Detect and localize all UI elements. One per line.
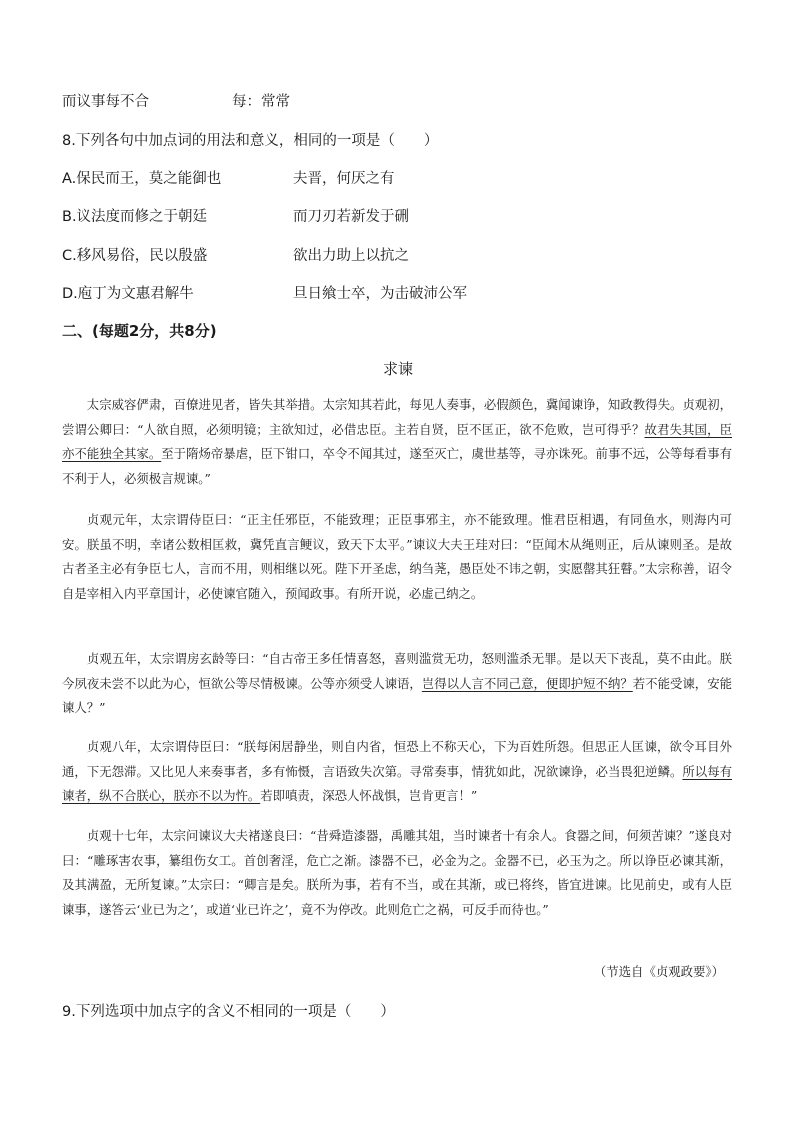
q8-option-b-right: 而刀刃若新发于硎 (293, 209, 409, 225)
q8-option-a-right: 夫晋，何厌之有 (293, 171, 395, 187)
para4-text-b: 若即嗔责，深恐人怀战惧，岂肯更言！” (260, 788, 478, 803)
q8-option-d-left: D.庖丁为文惠君解牛 (62, 286, 194, 302)
passage-paragraph-4 (62, 735, 732, 809)
para3-text-b: 若不能受谏，安能谏人？” (62, 675, 733, 715)
para2-text: 贞观元年，太宗谓侍臣曰：“正主任邪臣，不能致理；正臣事邪主，亦不能致理。惟君臣相遇，有同鱼水，则海内可安。朕虽不明，幸诸公数相匡救，冀凭直言鲠议，致天下太平。”谏议大夫王珪对曰：“臣闻木从绳则正，后从谏则圣。是故古者圣主必有争臣七人，言而不用，则相继以死。陛下开圣虑，纳刍荛，愚臣处不讳之朝，实愿罄其狂瞽。”太宗称善，诏令自是宰相入内平章国计，必使谏官随入，预闻政事。有所开说，必虚己纳之。 (62, 512, 732, 601)
top-gloss: 每：常常 (232, 94, 290, 110)
para4-text-a: 贞观八年，太宗谓侍臣曰：“朕每闲居静坐，则自内省，恒恐上不称天心，下为百姓所怨。但思正人匡谏，欲令耳目外通，下无怨滞。又比见人来奏事者，多有怖慑，言语致失次第。寻常奏事，情犹如此，况欲谏诤，必当畏犯逆鳞。 (62, 739, 732, 779)
para4-underlined: 所以每有谏者，纵不合朕心，朕亦不以为忤。 (62, 763, 733, 803)
q8-option-b-left: B.议法度而修之于朝廷 (62, 209, 208, 225)
para5-text: 贞观十七年，太宗问谏议大夫褚遂良曰：“昔舜造漆器，禹雕其俎，当时谏者十有余人。食器之间，何须苦谏？”遂良对曰：“雕琢害农事，纂组伤女工。首创奢淫，危亡之渐。漆器不已，必金为之。金器不已，必玉为之。所以诤臣必谏其渐，及其满盈，无所复谏。”太宗曰：“卿言是矣。朕所为事，若有不当，或在其渐，或已将终，皆宜进谏。比见前史，或有人臣谏事，遂答云‘业已为之’，或道‘业已许之’，竟不为停改。此则危亡之祸，可反手而待也。” (62, 828, 732, 917)
question-9-stem: 9.下列选项中加点字的含义不相同的一项是（ ） (62, 1004, 395, 1020)
passage-paragraph-1 (62, 393, 732, 491)
para1-text-a: 太宗威容俨肃，百僚进见者，皆失其举措。太宗知其若此，每见人奏事，必假颜色，冀闻谏诤，知政教得失。贞观初，尝谓公卿曰：“人欲自照，必须明镜；主欲知过，必借忠臣。主若自贤，臣不匡正，欲不危败，岂可得乎？ (62, 397, 732, 437)
section-heading: 二、(每题2分，共8分) (62, 322, 217, 340)
q8-option-a-left: A.保民而王，莫之能御也 (62, 171, 222, 187)
q8-option-d-right: 旦日飨士卒，为击破沛公军 (293, 286, 467, 302)
passage-source: （节选自《贞观政要》） (593, 964, 724, 979)
passage-title: 求谏 (383, 360, 414, 378)
para3-text-a: 贞观五年，太宗谓房玄龄等曰：“自古帝王多任情喜怒，喜则滥赏无功，怒则滥杀无罪。是以天下丧乱，莫不由此。朕今夙夜未尝不以此为心，恒欲公等尽情极谏。公等亦须受人谏语， (62, 651, 732, 691)
passage-paragraph-5 (62, 824, 732, 922)
question-8-stem: 8.下列各句中加点词的用法和意义，相同的一项是（ ） (62, 133, 439, 149)
para1-underlined: 故君失其国，臣亦不能独全其家。 (62, 421, 732, 461)
para3-underlined: 岂得以人言不同己意，便即护短不纳？ (421, 675, 633, 691)
top-phrase: 而议事每不合 (62, 94, 149, 110)
passage-paragraph-2 (62, 508, 732, 606)
para1-text-b: 至于隋炀帝暴虐，臣下钳口，卒令不闻其过，遂至灭亡，虞世基等，寻亦诛死。前事不远，公等每看事有不利于人，必须极言规谏。” (62, 446, 733, 486)
passage-paragraph-3 (62, 647, 732, 721)
q8-option-c-left: C.移风易俗，民以殷盛 (62, 248, 208, 264)
q8-option-c-right: 欲出力助上以抗之 (293, 248, 409, 264)
